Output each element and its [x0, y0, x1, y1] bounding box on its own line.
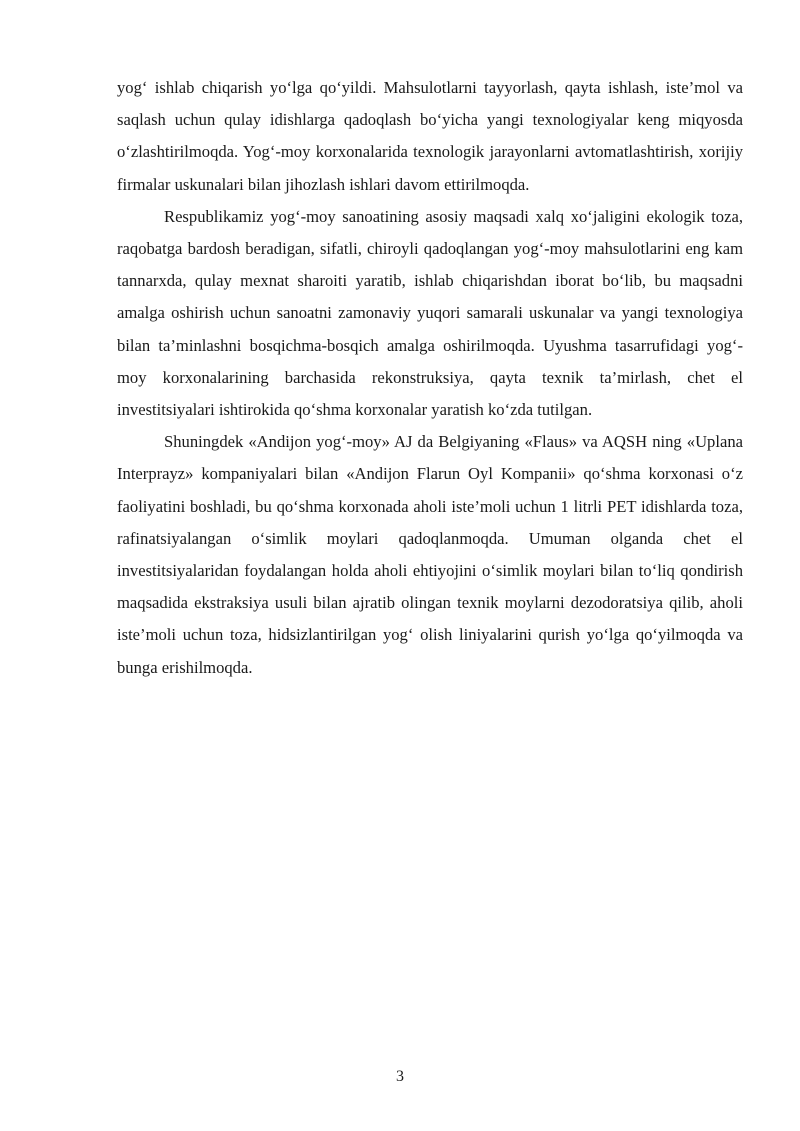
paragraph: Shuningdek «Andijon yog‘-moy» AJ da Belgiyaning «Flaus» va AQSH ning «Uplana Interprayz» kompaniyalari bilan «Andijon Flarun Oyl Kompanii» qo‘shma korxonasi o‘z faoliyatini boshladi, bu qo‘shma korxonada aholi iste’moli uchun 1 litrli PET idishlarda toza, rafinatsiyalangan o‘simlik moylari qadoqlanmoqda. Umuman olganda chet el investitsiyalaridan foydalangan holda aholi ehtiyojini o‘simlik moylari bilan to‘liq qondirish maqsadida ekstraksiya usuli bilan ajratib olingan texnik moylarni dezodoratsiya qilib, aholi iste’moli uchun toza, hidsizlantirilgan yog‘ olish liniyalarini qurish yo‘lga qo‘yilmoqda va bunga erishilmoqda.: [117, 432, 743, 677]
document-body: [117, 72, 743, 684]
paragraph: yog‘ ishlab chiqarish yo‘lga qo‘yildi. Mahsulotlarni tayyorlash, qayta ishlash, iste’mol va saqlash uchun qulay idishlarga qadoqlash bo‘yicha yangi texnologiyalar keng miqyosda o‘zlashtirilmoqda. Yog‘-moy korxonalarida texnologik jarayonlarni avtomatlashtirish, xorijiy firmalar uskunalari bilan jihozlash ishlari davom ettirilmoqda.: [117, 78, 743, 194]
page-number: 3: [396, 1068, 404, 1085]
paragraph: Respublikamiz yog‘-moy sanoatining asosiy maqsadi xalq xo‘jaligini ekologik toza, raqobatga bardosh beradigan, sifatli, chiroyli qadoqlangan yog‘-moy mahsulotlarini eng kam tannarxda, qulay mexnat sharoiti yaratib, ishlab chiqarishdan iborat bo‘lib, bu maqsadni amalga oshirish uchun sanoatni zamonaviy yuqori samarali uskunalar va yangi texnologiya bilan ta’minlashni bosqichma-bosqich amalga oshirilmoqda. Uyushma tasarrufidagi yog‘-moy korxonalarining barchasida rekonstruksiya, qayta texnik ta’mirlash, chet el investitsiyalari ishtirokida qo‘shma korxonalar yaratish ko‘zda tutilgan.: [117, 206, 743, 420]
